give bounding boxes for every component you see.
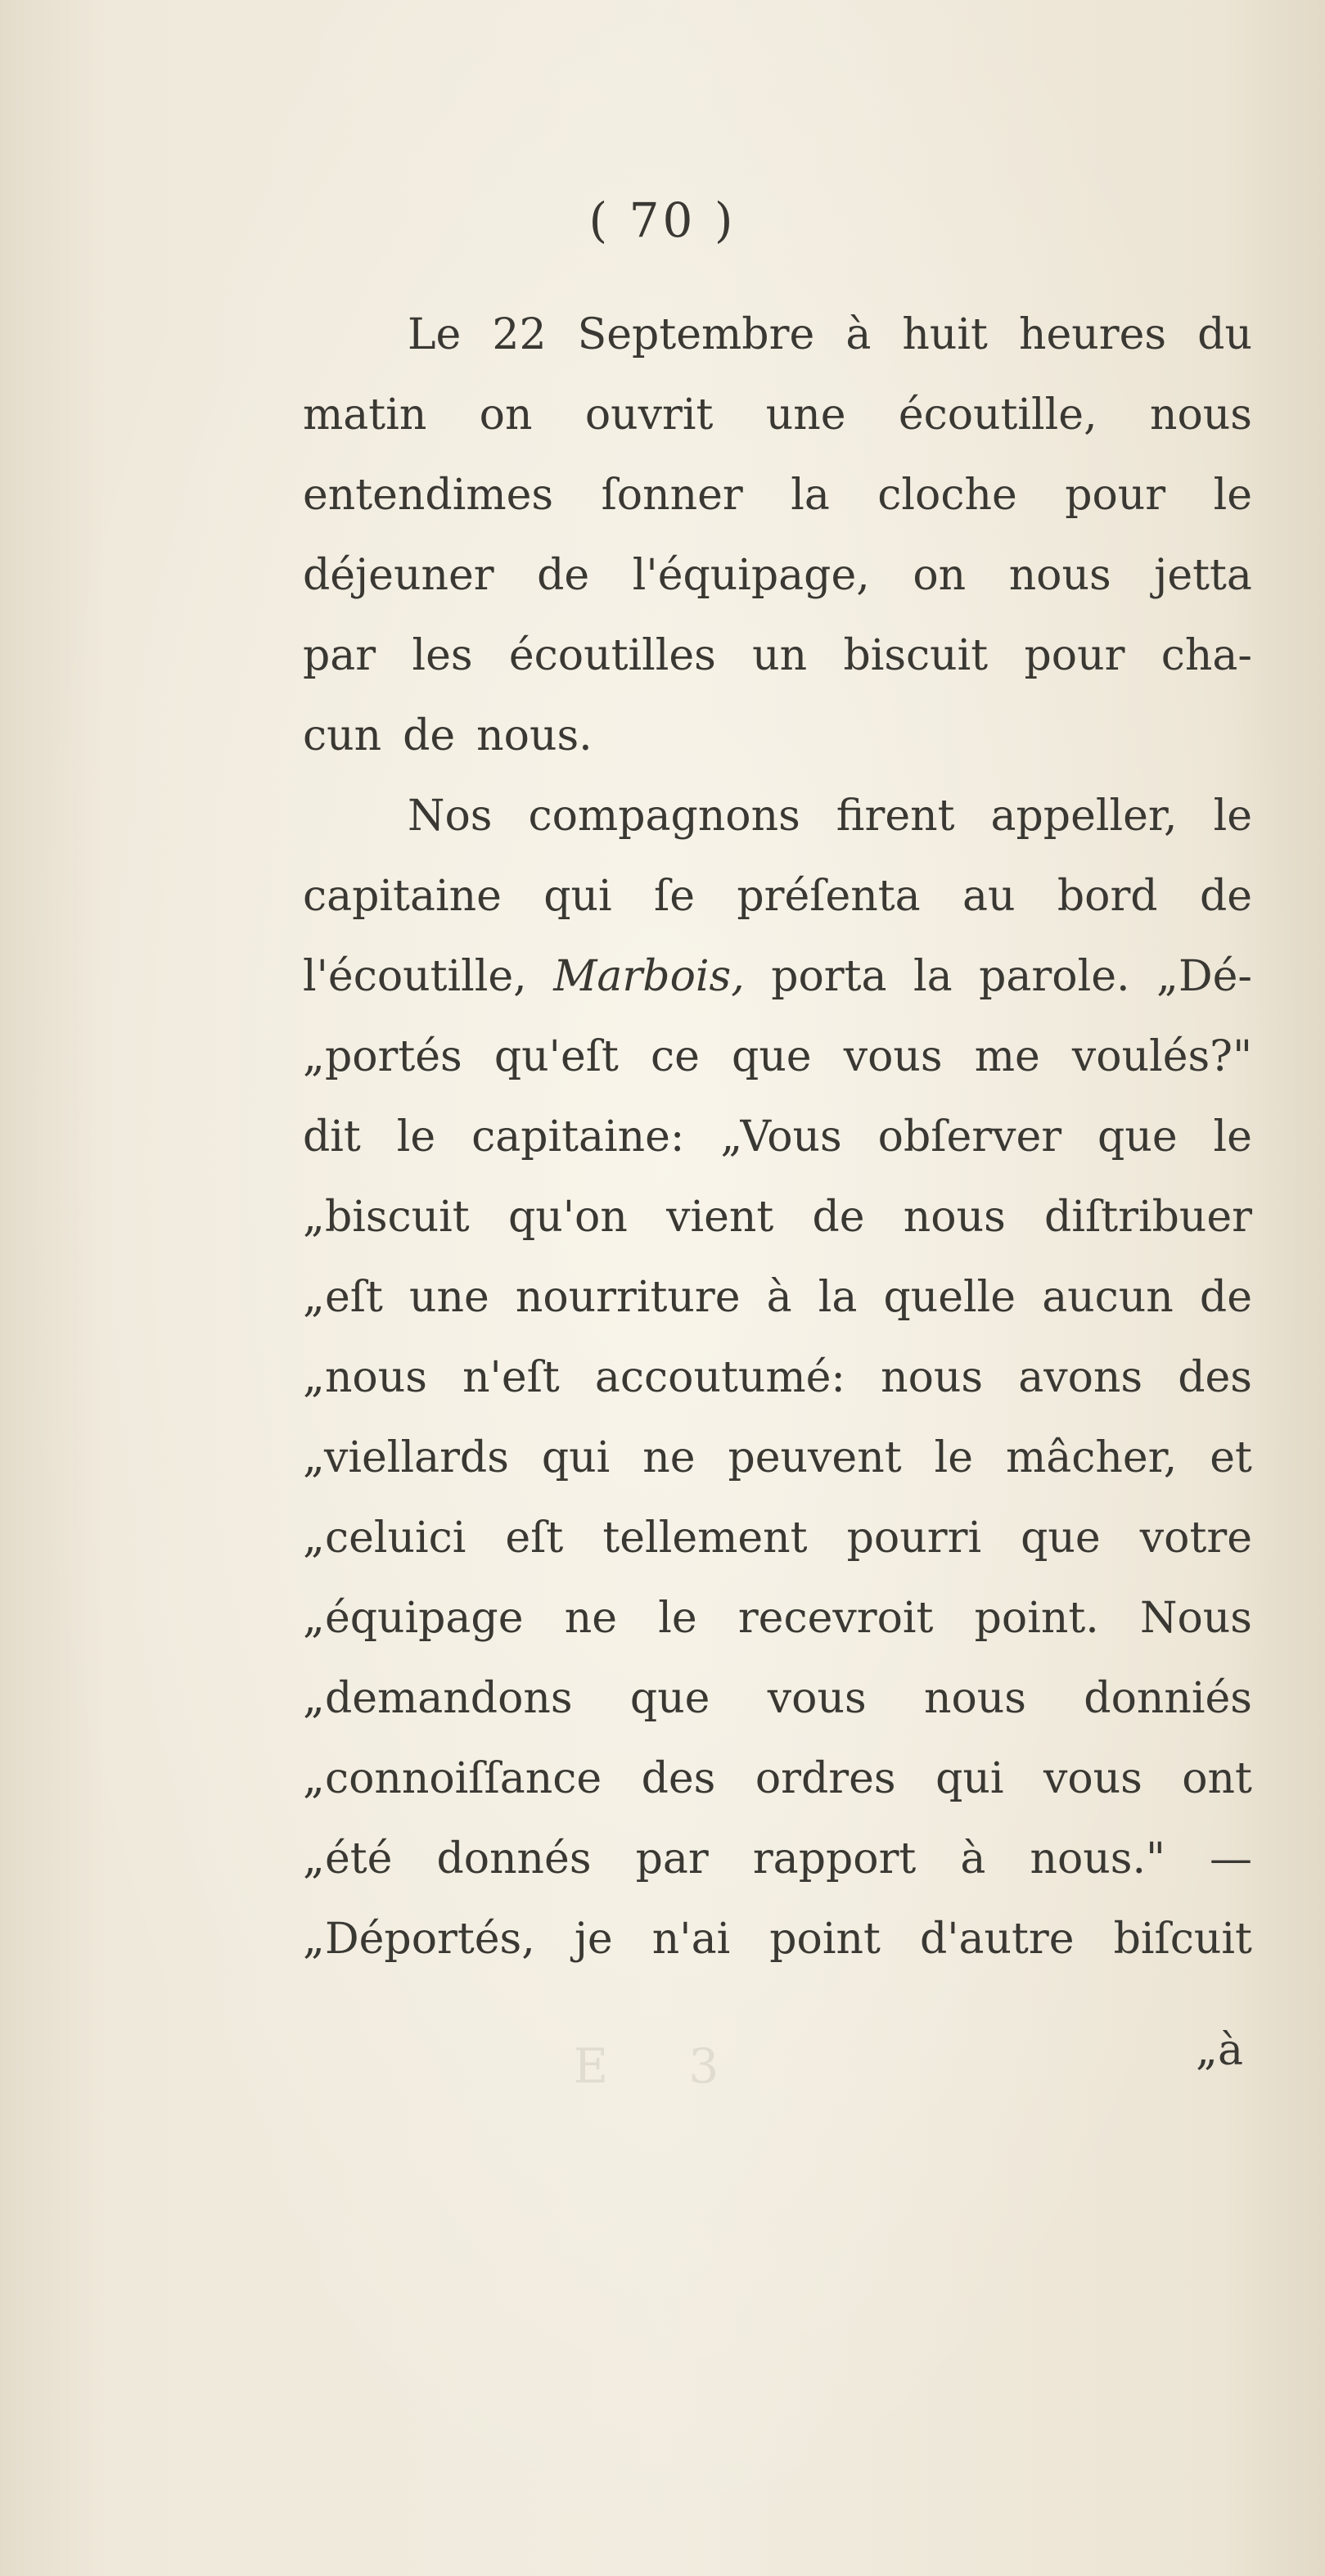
word: à [960, 1834, 986, 1884]
word: la [791, 471, 830, 520]
word: „celuici [303, 1514, 466, 1563]
word: obſerver [877, 1112, 1062, 1162]
word: et [1210, 1433, 1252, 1482]
word: du [1197, 310, 1252, 359]
text-line [303, 1017, 1252, 1097]
word: de [537, 551, 590, 600]
word: „portés [303, 1032, 462, 1081]
word: au [962, 872, 1016, 921]
word: „équipage [303, 1594, 524, 1643]
word: donniés [1084, 1674, 1252, 1723]
word: „connoiſſance [303, 1754, 602, 1803]
word: nous [1149, 390, 1252, 440]
word: 22 [492, 310, 547, 359]
word: Nos [408, 792, 493, 841]
word: bord [1057, 872, 1158, 921]
word: pour [1024, 631, 1125, 680]
text-line [303, 1819, 1252, 1899]
text-line [303, 1338, 1252, 1418]
word: entendimes [303, 471, 554, 520]
word: Nous [1140, 1594, 1252, 1643]
word: firent [836, 792, 955, 841]
word: nourriture [515, 1273, 741, 1322]
word: „biscuit [303, 1193, 470, 1242]
word: le [396, 1112, 436, 1162]
word: peuvent [728, 1433, 902, 1482]
word: par [635, 1834, 709, 1884]
word: un [752, 631, 808, 680]
word: on [479, 390, 533, 440]
word: vous [767, 1674, 867, 1723]
word: que [732, 1032, 812, 1081]
word: une [765, 390, 846, 440]
text-line [303, 1899, 1252, 1979]
word: biſcuit [1113, 1915, 1252, 1964]
word: votre [1139, 1514, 1252, 1563]
word: écoutille, [898, 390, 1097, 440]
word: rapport [752, 1834, 917, 1884]
word: des [641, 1754, 716, 1803]
word: qui [541, 1433, 611, 1482]
text-line [303, 455, 1252, 535]
word: on [913, 551, 967, 600]
word: diſtribuer [1044, 1193, 1252, 1242]
word: nous [903, 1193, 1006, 1242]
word: à [766, 1273, 792, 1322]
word: ſonner [601, 471, 743, 520]
word: capitaine [303, 872, 502, 921]
word: cha- [1161, 631, 1252, 680]
word: je [574, 1915, 613, 1964]
word: dit [303, 1112, 361, 1162]
text-line [303, 616, 1252, 696]
page-number: ( 70 ) [588, 192, 737, 248]
body-text [303, 295, 1252, 1979]
word: que [629, 1674, 710, 1723]
word: cloche [877, 471, 1017, 520]
word: voulés?" [1071, 1032, 1252, 1081]
word: avons [1018, 1353, 1143, 1402]
word: jetta [1154, 551, 1252, 600]
word: d'autre [919, 1915, 1075, 1964]
word: nous. [476, 711, 593, 760]
word: qu'eſt [493, 1032, 619, 1081]
word: point. [974, 1594, 1099, 1643]
word: compagnons [528, 792, 800, 841]
word: de [403, 711, 456, 760]
word: de [1199, 1273, 1252, 1322]
word: le [1213, 471, 1252, 520]
text-line [303, 776, 1252, 856]
text-line [303, 295, 1252, 375]
word: ouvrit [584, 390, 714, 440]
word: ne [642, 1433, 696, 1482]
text-line [303, 375, 1252, 455]
text-line [303, 1578, 1252, 1658]
word: n'eſt [462, 1353, 560, 1402]
signature-mark: E 3 [573, 2038, 752, 2094]
word: „viellards [303, 1433, 509, 1482]
word: nous." [1030, 1834, 1165, 1884]
text-line [303, 1658, 1252, 1739]
word: que [1021, 1514, 1101, 1563]
word: capitaine: [471, 1112, 685, 1162]
word: eſt [505, 1514, 564, 1563]
word: les [412, 631, 473, 680]
word: cun [303, 711, 382, 760]
word: le [658, 1594, 697, 1643]
word: „Vous [720, 1112, 842, 1162]
word: le [1213, 792, 1252, 841]
word: huit [902, 310, 988, 359]
text-line [303, 1498, 1252, 1578]
text-line [303, 1177, 1252, 1257]
word: Le [408, 310, 462, 359]
word: des [1178, 1353, 1252, 1402]
word: vient [666, 1193, 774, 1242]
word: nous [881, 1353, 984, 1402]
word: qui [935, 1754, 1004, 1803]
word: l'écoutille, [303, 952, 527, 1001]
word: nous [1008, 551, 1111, 600]
word: une [408, 1273, 489, 1322]
word: parole. [979, 952, 1130, 1001]
word: matin [303, 390, 427, 440]
word: ce [651, 1032, 700, 1081]
text-line [303, 936, 1252, 1017]
text-line [303, 856, 1252, 936]
word: „été [303, 1834, 393, 1884]
word: donnés [436, 1834, 592, 1884]
text-line [303, 1418, 1252, 1498]
word: ont [1182, 1754, 1252, 1803]
word: ne [564, 1594, 617, 1643]
word: par [303, 631, 376, 680]
word: biscuit [843, 631, 989, 680]
word: nous [923, 1674, 1026, 1723]
word: — [1210, 1834, 1252, 1884]
word: accoutumé: [594, 1353, 845, 1402]
word: de [812, 1193, 865, 1242]
word: mâcher, [1005, 1433, 1178, 1482]
word: vous [1043, 1754, 1142, 1803]
word: préſenta [737, 872, 921, 921]
word: Marbois, [553, 952, 745, 1001]
word: aucun [1042, 1273, 1174, 1322]
word: tellement [602, 1514, 808, 1563]
word: l'équipage, [632, 551, 870, 600]
word: „eſt [303, 1273, 383, 1322]
word: qui [543, 872, 612, 921]
word: pour [1065, 471, 1166, 520]
text-line [303, 1739, 1252, 1819]
word: que [1097, 1112, 1178, 1162]
word: point [769, 1915, 881, 1964]
word: ordres [755, 1754, 896, 1803]
word: qu'on [507, 1193, 628, 1242]
word: me [974, 1032, 1040, 1081]
word: déjeuner [303, 551, 494, 600]
word: à [845, 310, 872, 359]
word: appeller, [990, 792, 1178, 841]
text-line [303, 1097, 1252, 1177]
word: de [1199, 872, 1252, 921]
catchword: „à [1196, 2026, 1243, 2075]
word: quelle [883, 1273, 1016, 1322]
word: „nous [303, 1353, 427, 1402]
text-line [303, 1257, 1252, 1338]
word: le [934, 1433, 973, 1482]
word: écoutilles [508, 631, 716, 680]
word: pourri [846, 1514, 982, 1563]
text-line [303, 535, 1252, 616]
word: „demandons [303, 1674, 573, 1723]
word: vous [843, 1032, 943, 1081]
text-line [303, 696, 1252, 776]
word: la [818, 1273, 858, 1322]
word: n'ai [651, 1915, 731, 1964]
word: heures [1019, 310, 1167, 359]
word: porta [771, 952, 887, 1001]
word: „Dé- [1156, 952, 1252, 1001]
word: recevroit [737, 1594, 934, 1643]
word: ſe [653, 872, 695, 921]
word: la [913, 952, 953, 1001]
word: le [1213, 1112, 1252, 1162]
word: Septembre [577, 310, 815, 359]
word: „Déportés, [303, 1915, 535, 1964]
